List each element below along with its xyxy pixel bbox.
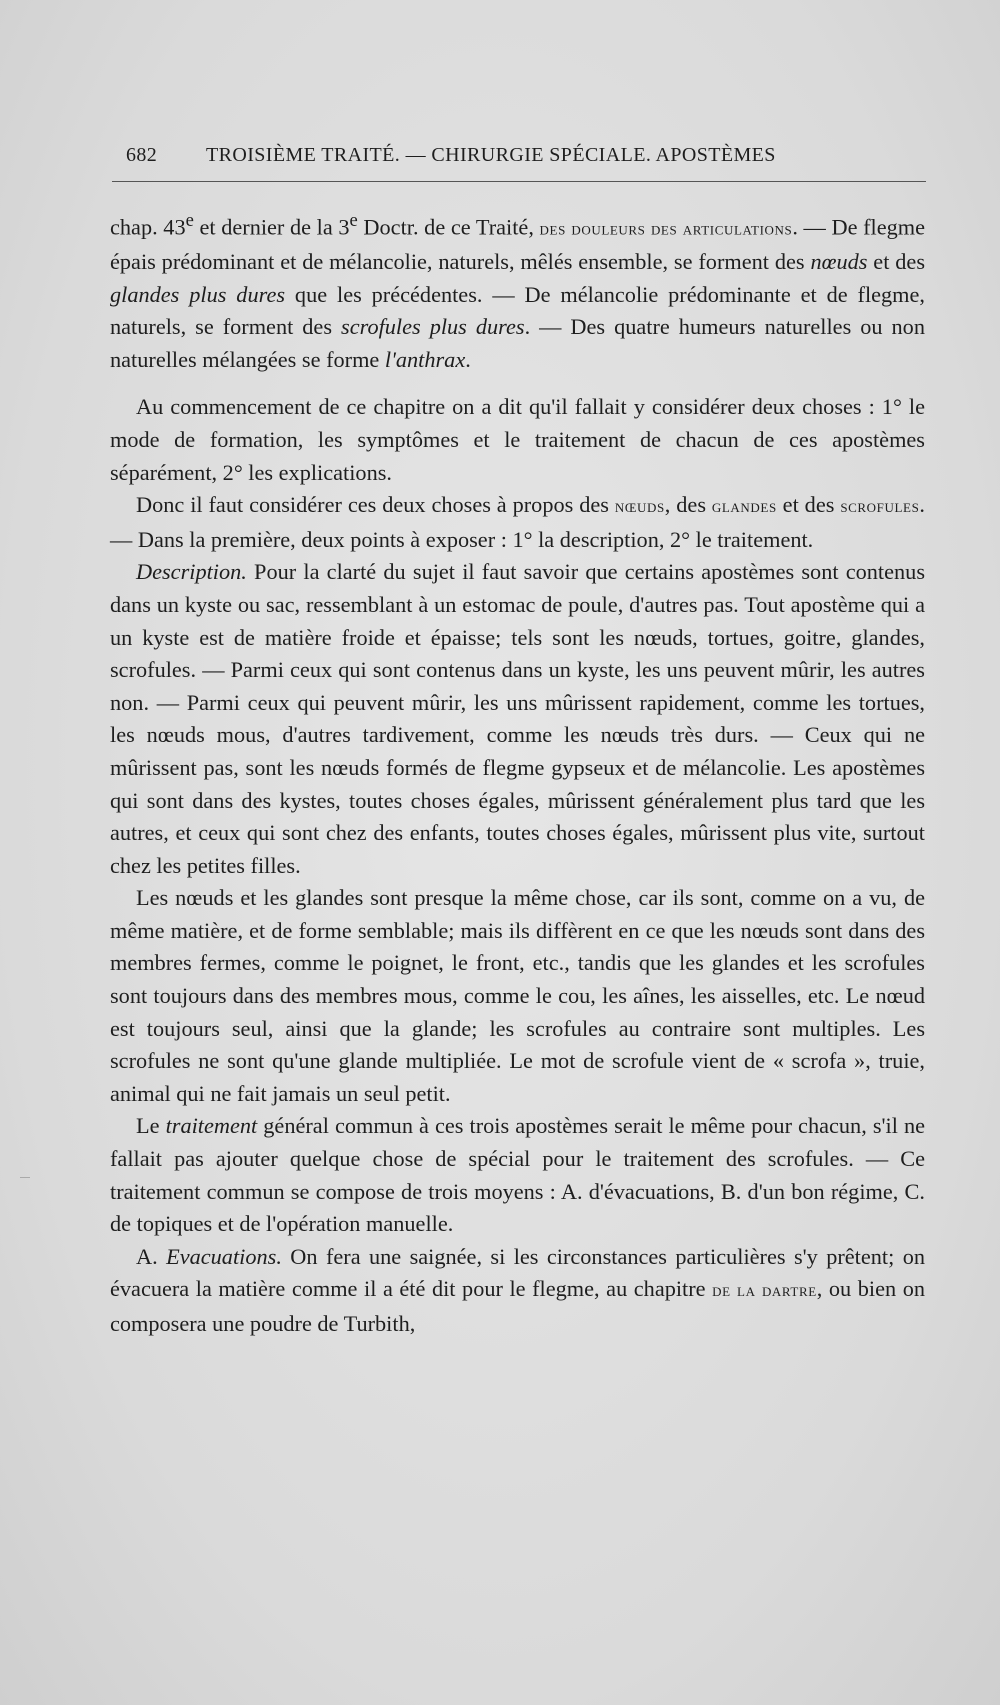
italic-term: glandes plus dures <box>110 281 286 307</box>
italic-term: traitement <box>165 1113 258 1139</box>
text-run: . <box>465 346 471 372</box>
small-caps-title: de la dartre <box>712 1280 817 1302</box>
text-run: . — Dans la première, deux points à exposer : 1° la description, 2° le traitement. <box>110 492 925 552</box>
section-heading-evacuations: Evacuations. <box>166 1243 282 1269</box>
paragraph-gap <box>110 376 925 391</box>
text-run: chap. 43 <box>110 214 186 240</box>
text-run: Doctr. de ce Traité, <box>357 214 540 240</box>
text-run: et des <box>776 492 841 518</box>
text-run: , ou bien on composera une poudre de Turbith, <box>110 1276 925 1337</box>
paragraph-4 <box>110 556 925 882</box>
italic-term: l'anthrax <box>384 346 466 372</box>
paragraph-1 <box>110 205 925 376</box>
small-caps-term: nœuds <box>614 496 665 518</box>
small-caps-term: scrofules <box>840 496 920 518</box>
paragraph-6 <box>110 1110 925 1240</box>
text-run: . — De flegme épais prédominant et de mélancolie, naturels, mêlés ensemble, se forment des <box>110 214 926 275</box>
margin-mark <box>20 1177 30 1178</box>
text-run: A. <box>136 1243 167 1269</box>
running-header <box>126 144 926 167</box>
text-run: Donc il faut considérer ces deux choses à propos des <box>136 492 615 518</box>
body-text <box>110 205 925 1341</box>
paragraph-2: Au commencement de ce chapitre on a dit qu'il fallait y considérer deux choses : 1° le mode de formation, les symptômes et le traitement de chacun de ces apostèmes séparément, 2° les explications. <box>110 394 925 485</box>
small-caps-title: des douleurs des articulations <box>539 218 793 240</box>
header-rule <box>112 181 926 182</box>
text-run: que les précédentes. — De mélancolie prédominante et de flegme, naturels, se forment des <box>110 281 925 340</box>
text-run: . — Des quatre humeurs naturelles ou non naturelles mélangées se forme <box>110 314 925 372</box>
paragraph-3 <box>110 489 925 556</box>
running-title: TROISIÈME TRAITÉ. — CHIRURGIE SPÉCIALE. APOSTÈMES <box>206 144 776 166</box>
paragraph-5: Les nœuds et les glandes sont presque la même chose, car ils sont, comme on a vu, de même matière, et de forme semblable; mais ils diffèrent en ce que les nœuds sont dans des membres fermes, comme le poignet, le front, etc., tandis que les glandes et les scrofules sont toujours dans des membres mous, comme le cou, les aînes, les aisselles, etc. Le nœud est toujours seul, ainsi que la glande; les scrofules au contraire sont multiples. Les scrofules ne sont qu'une glande multipliée. Le mot de scrofule vient de « scrofa », truie, animal qui ne fait jamais un seul petit. <box>110 885 925 1106</box>
text-run: On fera une saignée, si les circonstances particulières s'y prêtent; on évacuera la matière comme il a été dit pour le flegme, au chapitre <box>110 1243 925 1302</box>
text-run: , des <box>664 492 712 518</box>
text-run: général commun à ces trois apostèmes serait le même pour chacun, s'il ne fallait pas ajouter quelque chose de spécial pour le traitement des scrofules. — Ce traitement commun se compose de trois moyens : A. d'évacuations, B. d'un bon régime, C. de topiques et de l'opération manuelle. <box>110 1113 926 1237</box>
text-run: Pour la clarté du sujet il faut savoir que certains apostèmes sont contenus dans un kyste ou sac, ressemblant à un estomac de poule, d'autres pas. Tout apostème qui a un kyste est de matière froide et épaisse; tels sont les nœuds, tortues, goitre, glandes, scrofules. — Parmi ceux qui sont contenus dans un kyste, les uns peuvent mûrir, les autres non. — Parmi ceux qui peuvent mûrir, les uns mûrissent rapidement, comme les tortues, les nœuds mous, d'autres tardivement, comme les nœuds très durs. — Ceux qui ne mûrissent pas, sont les nœuds formés de flegme gypseux et de mélancolie. Les apostèmes qui sont dans des kystes, toutes choses égales, mûrissent généralement plus tard que les autres, et ceux qui sont chez des enfants, toutes choses égales, mûrissent plus vite, surtout chez les petites filles. <box>110 559 925 878</box>
section-heading-description: Description. <box>136 559 247 585</box>
superscript: e <box>349 210 358 231</box>
small-caps-term: glandes <box>711 496 777 518</box>
text-run: et dernier de la 3 <box>193 214 350 240</box>
italic-term: scrofules plus dures <box>341 314 525 340</box>
text-run: Le <box>136 1113 166 1139</box>
text-run: et des <box>867 249 925 275</box>
page-number: 682 <box>126 144 158 166</box>
superscript: e <box>185 210 194 231</box>
italic-term: nœuds <box>810 249 868 275</box>
paragraph-7 <box>110 1241 925 1341</box>
